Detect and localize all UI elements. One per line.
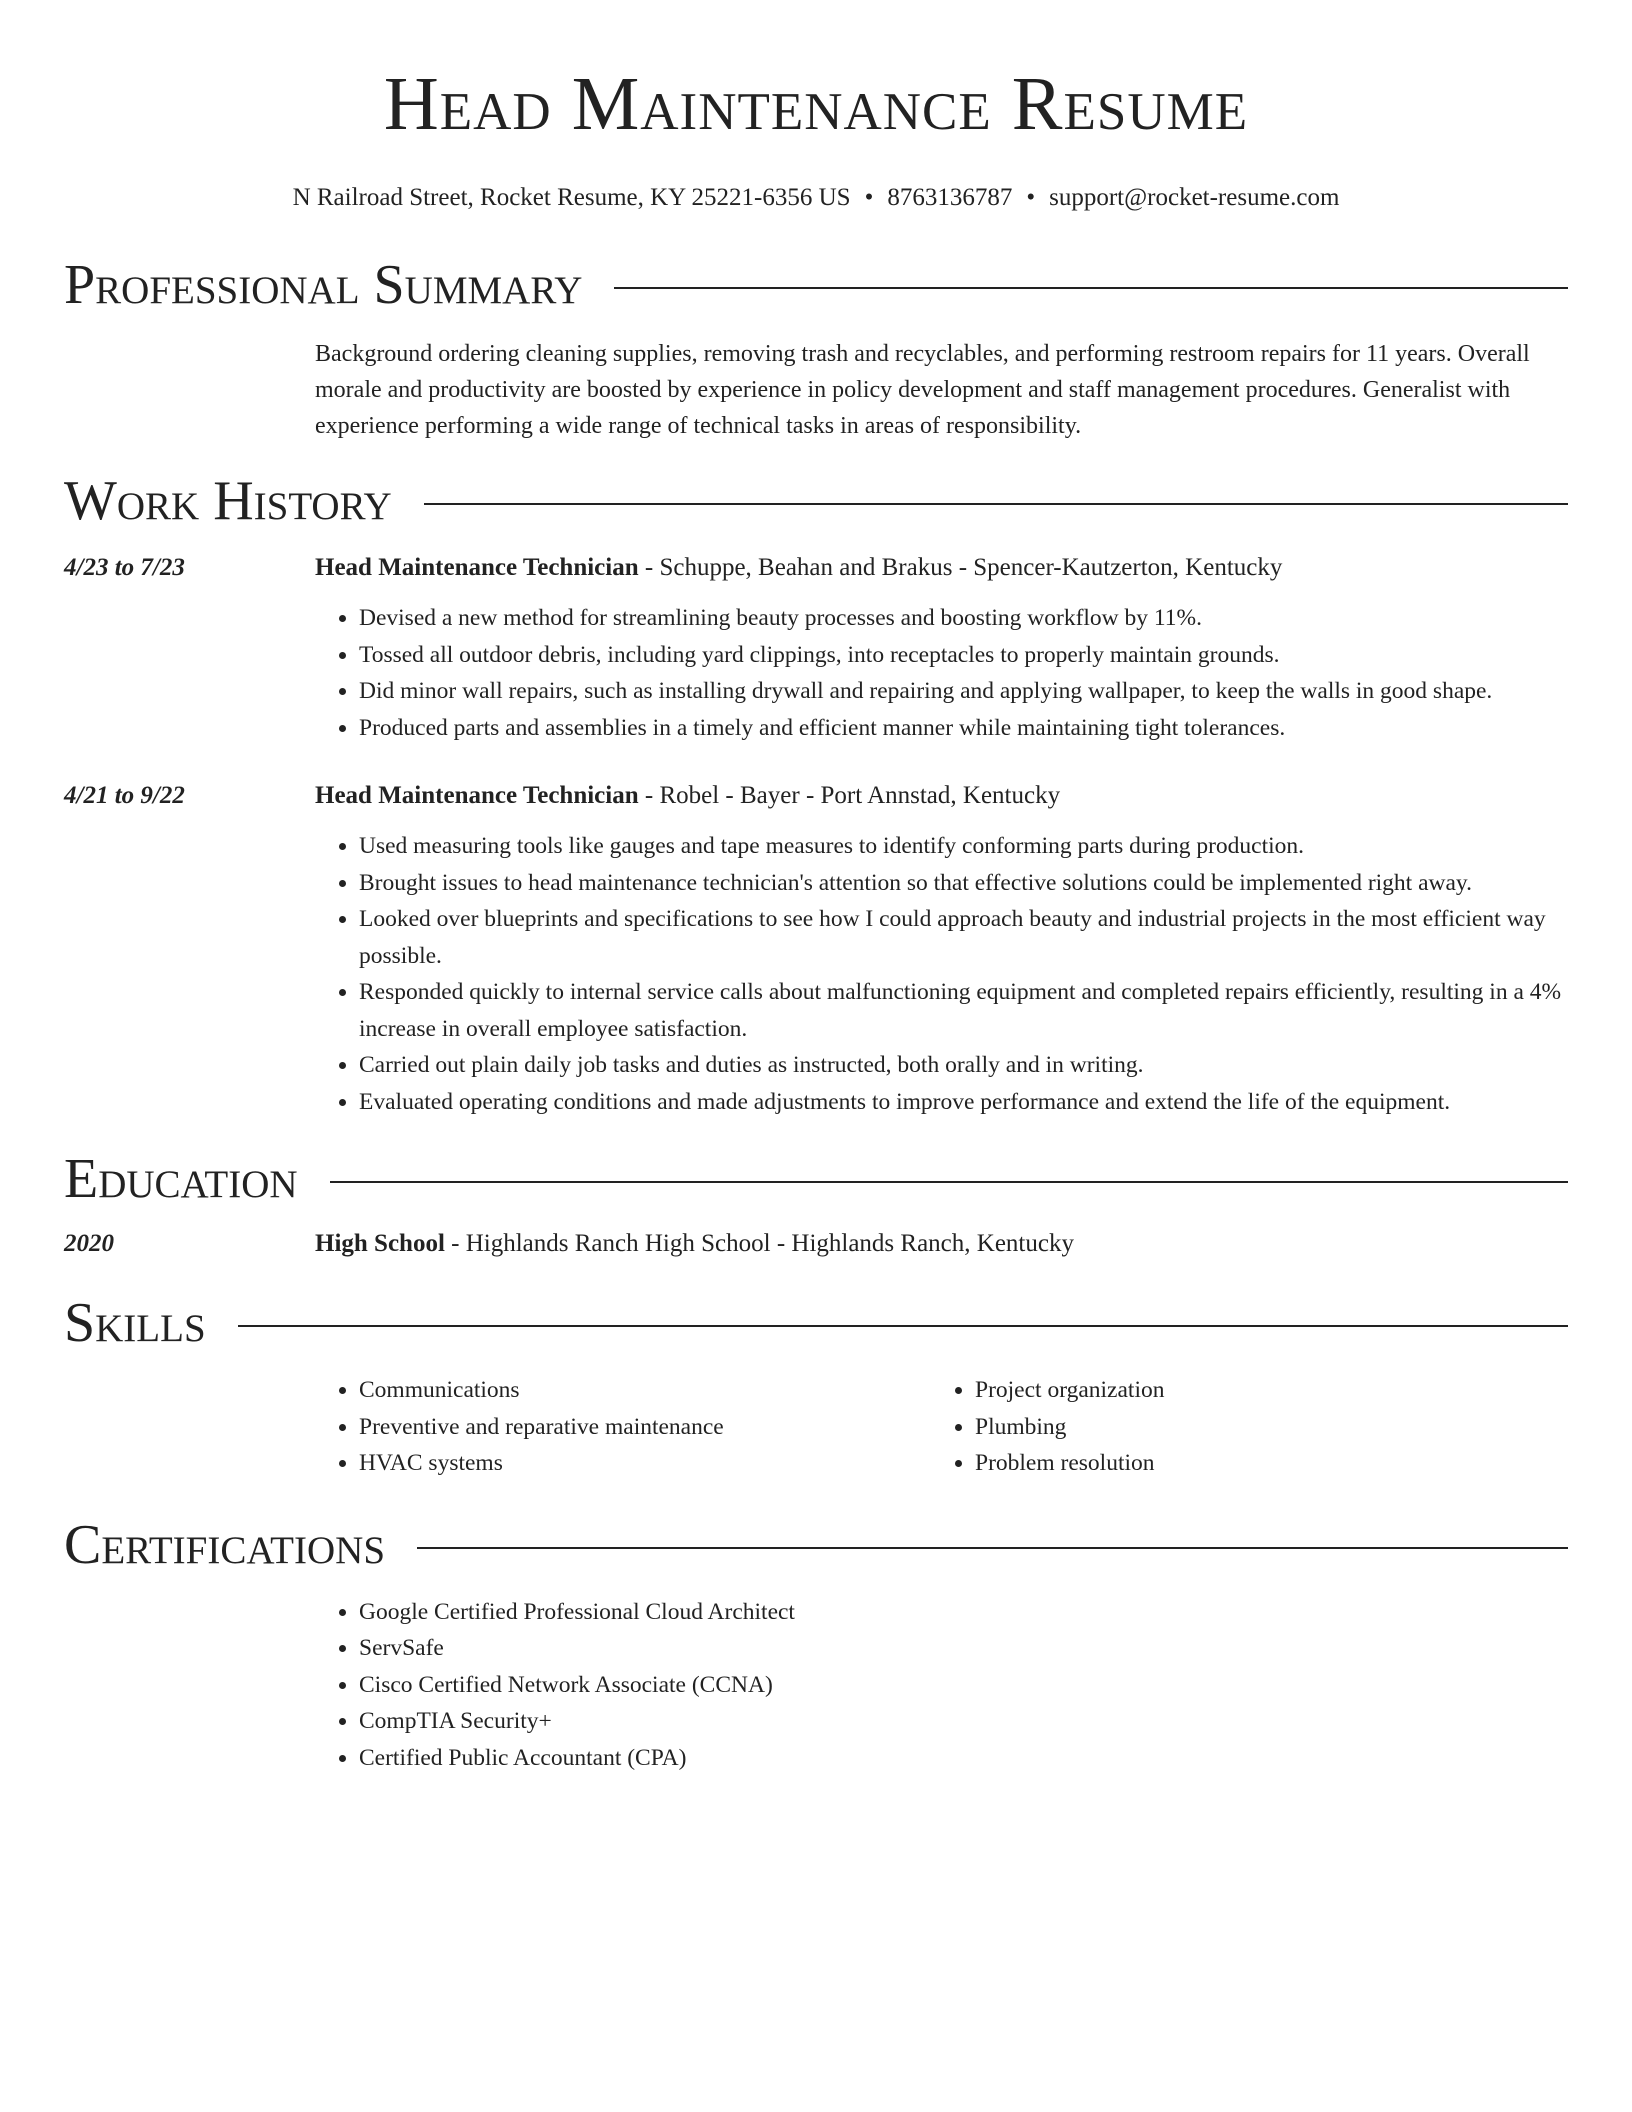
job-bullet: • Brought issues to head maintenance technician's attention so that effective solutions could be implemented right away. bbox=[359, 865, 1568, 902]
job-bullet: • Used measuring tools like gauges and tape measures to identify conforming parts during production. bbox=[359, 828, 1568, 865]
skill-item: • Communications bbox=[359, 1372, 931, 1409]
skill-item: • HVAC systems bbox=[359, 1445, 931, 1482]
skills-list bbox=[315, 1372, 1568, 1482]
job-role: Head Maintenance Technician bbox=[315, 554, 639, 581]
job-bullet: • Produced parts and assemblies in a timely and efficient manner while maintaining tight tolerances. bbox=[359, 710, 1568, 747]
summary-section-header bbox=[64, 250, 1568, 320]
skills-column-right bbox=[931, 1372, 1547, 1482]
skill-item: • Plumbing bbox=[975, 1409, 1547, 1446]
skill-item: • Project organization bbox=[975, 1372, 1547, 1409]
job-dates: 4/21 to 9/22 bbox=[64, 782, 185, 809]
job-heading bbox=[315, 548, 1568, 588]
job-dates: 4/23 to 7/23 bbox=[64, 554, 185, 581]
skills-bullets bbox=[931, 1372, 1547, 1482]
certification-item: • ServSafe bbox=[359, 1630, 1568, 1667]
resume-page bbox=[64, 0, 1568, 1776]
education-entry bbox=[64, 1224, 1568, 1264]
job-bullet: • Devised a new method for streamlining beauty processes and boosting workflow by 11%. bbox=[359, 600, 1568, 637]
section-divider bbox=[417, 1547, 1568, 1549]
skill-item: • Preventive and reparative maintenance bbox=[359, 1409, 931, 1446]
certification-bullets bbox=[315, 1594, 1568, 1777]
summary-section-title: Professional Summary bbox=[64, 254, 583, 316]
section-divider bbox=[330, 1181, 1568, 1183]
education-section-header bbox=[64, 1144, 1568, 1214]
education-year: 2020 bbox=[64, 1230, 114, 1257]
summary-text: Background ordering cleaning supplies, removing trash and recyclables, and performing restroom repairs for 11 years. Overall morale and productivity are boosted by experience in policy development and staff management procedures. Generalist with experience performing a wide range of technical tasks in areas of responsibility. bbox=[315, 341, 1530, 439]
job-role: Head Maintenance Technician bbox=[315, 782, 639, 809]
certifications-list bbox=[315, 1594, 1568, 1777]
job-bullet: • Evaluated operating conditions and made adjustments to improve performance and extend the life of the equipment. bbox=[359, 1084, 1568, 1121]
skills-section-header bbox=[64, 1288, 1568, 1358]
work-section-header bbox=[64, 466, 1568, 536]
certification-item: • Google Certified Professional Cloud Architect bbox=[359, 1594, 1568, 1631]
skills-bullets bbox=[315, 1372, 931, 1482]
section-divider bbox=[238, 1325, 1568, 1327]
contact-email: support@rocket-resume.com bbox=[1049, 184, 1340, 211]
section-divider bbox=[614, 287, 1568, 289]
certification-item: • Cisco Certified Network Associate (CCNA) bbox=[359, 1667, 1568, 1704]
job-details: - Schuppe, Beahan and Brakus - Spencer-Kautzerton, Kentucky bbox=[638, 554, 1283, 581]
contact-address: N Railroad Street, Rocket Resume, KY 25221-6356 US bbox=[292, 184, 851, 211]
contact-separator: • bbox=[864, 184, 874, 211]
education-degree: High School bbox=[315, 1230, 445, 1257]
job-bullet: • Carried out plain daily job tasks and duties as instructed, both orally and in writing. bbox=[359, 1047, 1568, 1084]
certification-item: • CompTIA Security+ bbox=[359, 1703, 1568, 1740]
work-history-list bbox=[64, 548, 1568, 1120]
contact-phone: 8763136787 bbox=[887, 184, 1013, 211]
job-heading bbox=[315, 776, 1568, 816]
job-bullet: • Tossed all outdoor debris, including yard clippings, into receptacles to properly maintain grounds. bbox=[359, 637, 1568, 674]
work-section-title: Work History bbox=[64, 470, 392, 532]
job-entry bbox=[64, 548, 1568, 746]
skill-item: • Problem resolution bbox=[975, 1445, 1547, 1482]
education-heading bbox=[315, 1224, 1568, 1264]
job-bullet: • Looked over blueprints and specifications to see how I could approach beauty and industrial projects in the most efficient way possible. bbox=[359, 901, 1568, 974]
contact-separator: • bbox=[1026, 184, 1036, 211]
certification-item: • Certified Public Accountant (CPA) bbox=[359, 1740, 1568, 1777]
section-divider bbox=[424, 503, 1568, 505]
job-entry bbox=[64, 776, 1568, 1120]
job-bullets bbox=[315, 828, 1568, 1120]
education-details: - Highlands Ranch High School - Highlands Ranch, Kentucky bbox=[444, 1230, 1074, 1257]
job-bullet: • Did minor wall repairs, such as installing drywall and repairing and applying wallpaper, to keep the walls in good shape. bbox=[359, 673, 1568, 710]
contact-line bbox=[64, 182, 1568, 214]
job-details: - Robel - Bayer - Port Annstad, Kentucky bbox=[638, 782, 1061, 809]
skills-column-left bbox=[315, 1372, 931, 1482]
skills-section-title: Skills bbox=[64, 1292, 206, 1354]
job-bullets bbox=[315, 600, 1568, 746]
job-bullet: • Responded quickly to internal service calls about malfunctioning equipment and completed repairs efficiently, resulting in a 4% increase in overall employee satisfaction. bbox=[359, 974, 1568, 1047]
resume-title: Head Maintenance Resume bbox=[383, 62, 1249, 146]
education-section-title: Education bbox=[64, 1148, 298, 1210]
certifications-section-header bbox=[64, 1510, 1568, 1580]
certifications-section-title: Certifications bbox=[64, 1513, 386, 1576]
